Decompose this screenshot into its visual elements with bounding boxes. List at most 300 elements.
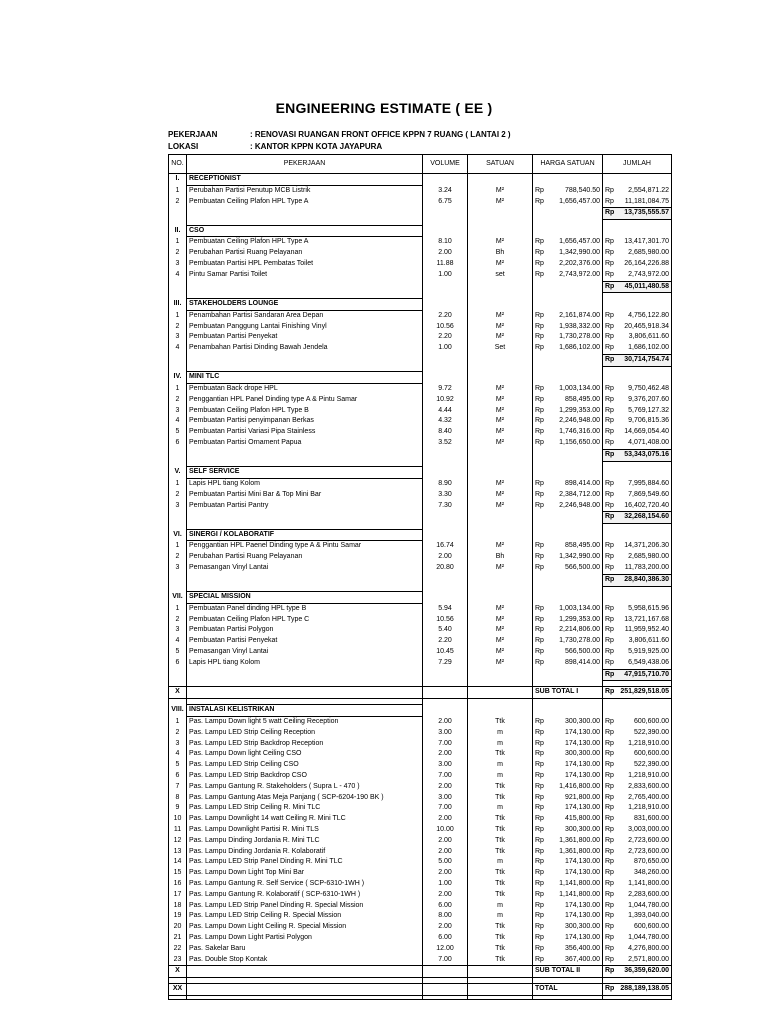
empty-cell — [468, 984, 533, 996]
amount: 1,218,910.00 — [628, 739, 669, 747]
row-volume: 6.75 — [423, 197, 468, 208]
table-row — [169, 749, 672, 760]
row-number: 20 — [169, 922, 187, 933]
amount: 36,359,620.00 — [624, 967, 669, 975]
table-row — [169, 603, 672, 614]
amount: 47,915,710.70 — [624, 670, 669, 678]
section-subtotal — [169, 512, 672, 524]
amount: 1,656,457.00 — [559, 238, 600, 246]
row-unit-price — [533, 836, 603, 847]
amount: 1,686,102.00 — [559, 344, 600, 352]
amount: 522,390.00 — [633, 761, 669, 769]
row-unit-price — [533, 728, 603, 739]
section-subtotal-value — [603, 281, 672, 293]
currency-symbol: Rp — [605, 836, 614, 844]
table-row — [169, 259, 672, 270]
amount: 5,958,615.96 — [628, 604, 669, 612]
row-unit: Ttk — [468, 793, 533, 804]
table-row — [169, 814, 672, 825]
currency-symbol: Rp — [605, 858, 614, 866]
table-row — [169, 944, 672, 955]
row-volume: 6.00 — [423, 901, 468, 912]
amount: 1,156,650.00 — [559, 439, 600, 447]
pekerjaan-value: : RENOVASI RUANGAN FRONT OFFICE KPPN 7 RUANG ( LANTAI 2 ) — [250, 130, 511, 139]
row-unit-price — [533, 563, 603, 574]
row-description: Pas. Lampu Down light Ceiling CSO — [187, 749, 423, 760]
row-description: Pas. Lampu LED Strip Backdrop CSO — [187, 771, 423, 782]
amount: 2,202,376.00 — [559, 260, 600, 268]
table-row — [169, 836, 672, 847]
row-description: Pembuatan Panel dinding HPL type B — [187, 603, 423, 614]
row-description: Pembuatan Partisi Ornament Papua — [187, 438, 423, 449]
row-number: 6 — [169, 438, 187, 449]
row-description: Perubahan Partisi Ruang Pelayanan — [187, 248, 423, 259]
empty-cell — [533, 512, 603, 524]
table-row — [169, 490, 672, 501]
amount: 300,300.00 — [564, 750, 600, 758]
empty-cell — [468, 705, 533, 717]
empty-cell — [187, 512, 423, 524]
amount: 4,071,408.00 — [628, 439, 669, 447]
row-unit-price — [533, 395, 603, 406]
amount: 174,130.00 — [564, 934, 600, 941]
row-description: Pas. Lampu Gantung R. Self Service ( SCP-6310-1WH ) — [187, 879, 423, 890]
row-description: Pas. Lampu LED Strip Panel Dinding R. Mini TLC — [187, 857, 423, 868]
empty-cell — [533, 298, 603, 310]
row-unit-price — [533, 658, 603, 669]
amount: 2,161,874.00 — [559, 311, 600, 319]
currency-symbol: Rp — [535, 944, 544, 952]
row-unit: m — [468, 739, 533, 750]
empty-cell — [423, 529, 468, 541]
currency-symbol: Rp — [605, 955, 614, 963]
section-header — [169, 372, 672, 384]
empty-cell — [187, 281, 423, 293]
row-unit: m — [468, 911, 533, 922]
empty-cell — [533, 449, 603, 461]
amount: 3,003,000.00 — [628, 826, 669, 834]
section-name: SPECIAL MISSION — [187, 592, 423, 604]
row-description: Pas. Lampu Down light 5 watt Ceiling Reception — [187, 717, 423, 728]
row-total — [603, 552, 672, 563]
currency-symbol: Rp — [605, 615, 614, 623]
row-total — [603, 739, 672, 750]
currency-symbol: Rp — [535, 626, 544, 634]
empty-cell — [603, 592, 672, 604]
section-number: V. — [169, 467, 187, 479]
row-total — [603, 814, 672, 825]
section-header — [169, 529, 672, 541]
total-marker: X — [169, 966, 187, 978]
empty-cell — [468, 208, 533, 220]
row-number: 1 — [169, 185, 187, 196]
currency-symbol: Rp — [605, 782, 614, 790]
empty-cell — [468, 298, 533, 310]
amount: 28,840,386.30 — [624, 575, 669, 583]
section-number: VII. — [169, 592, 187, 604]
amount: 11,959,952.40 — [624, 626, 669, 634]
row-unit-price — [533, 955, 603, 966]
currency-symbol: Rp — [605, 890, 614, 898]
header-pekerjaan: PEKERJAAN — [187, 155, 423, 174]
row-number: 4 — [169, 416, 187, 427]
currency-symbol: Rp — [605, 944, 614, 952]
row-unit: M² — [468, 416, 533, 427]
empty-cell — [423, 687, 468, 699]
empty-cell — [468, 529, 533, 541]
currency-symbol: Rp — [535, 479, 544, 487]
row-description: Pemasangan Vinyl Lantai — [187, 647, 423, 658]
currency-symbol: Rp — [605, 923, 614, 931]
currency-symbol: Rp — [605, 934, 614, 941]
empty-cell — [423, 298, 468, 310]
empty-cell — [169, 449, 187, 461]
currency-symbol: Rp — [535, 782, 544, 790]
section-header — [169, 298, 672, 310]
section-subtotal-value — [603, 354, 672, 366]
row-unit: M² — [468, 322, 533, 333]
row-unit: M² — [468, 237, 533, 248]
row-volume: 10.00 — [423, 825, 468, 836]
row-number: 2 — [169, 197, 187, 208]
currency-symbol: Rp — [535, 955, 544, 963]
row-total — [603, 332, 672, 343]
empty-cell — [423, 669, 468, 681]
row-description: Penggantian HPL Panel Dinding type A & Pintu Samar — [187, 395, 423, 406]
row-unit: M² — [468, 625, 533, 636]
row-description: Pas. Lampu Downlight 14 watt Ceiling R. Mini TLC — [187, 814, 423, 825]
amount: 174,130.00 — [564, 728, 600, 736]
table-row — [169, 197, 672, 208]
row-unit: m — [468, 760, 533, 771]
row-volume: 7.00 — [423, 739, 468, 750]
row-volume: 5.00 — [423, 857, 468, 868]
row-total — [603, 901, 672, 912]
currency-symbol: Rp — [535, 804, 544, 812]
amount: 898,414.00 — [564, 479, 600, 487]
row-unit-price — [533, 259, 603, 270]
row-total — [603, 322, 672, 333]
table-row — [169, 270, 672, 281]
row-unit-price — [533, 636, 603, 647]
amount: 1,044,780.00 — [628, 901, 669, 909]
table-row — [169, 922, 672, 933]
amount: 6,549,438.06 — [628, 658, 669, 666]
row-unit-price — [533, 438, 603, 449]
row-description: Pembuatan Ceiling Plafon HPL Type C — [187, 615, 423, 626]
amount: 1,361,800.00 — [559, 836, 600, 844]
amount: 2,743,972.00 — [628, 270, 669, 278]
currency-symbol: Rp — [605, 333, 614, 341]
section-subtotal — [169, 281, 672, 293]
row-number: 4 — [169, 636, 187, 647]
row-unit: Ttk — [468, 944, 533, 955]
currency-symbol: Rp — [535, 761, 544, 769]
row-unit: M² — [468, 259, 533, 270]
row-volume: 16.74 — [423, 541, 468, 552]
section-subtotal — [169, 574, 672, 586]
section-number: III. — [169, 298, 187, 310]
row-volume: 3.24 — [423, 185, 468, 196]
table-row — [169, 793, 672, 804]
row-volume: 8.10 — [423, 237, 468, 248]
row-description: Pintu Samar Partisi Toilet — [187, 270, 423, 281]
row-volume: 2.00 — [423, 717, 468, 728]
table-row — [169, 728, 672, 739]
table-row — [169, 717, 672, 728]
currency-symbol: Rp — [605, 197, 614, 205]
currency-symbol: Rp — [535, 197, 544, 205]
row-total — [603, 625, 672, 636]
row-total — [603, 603, 672, 614]
empty-cell — [423, 574, 468, 586]
row-unit: M² — [468, 384, 533, 395]
currency-symbol: Rp — [535, 395, 544, 403]
row-number: 3 — [169, 625, 187, 636]
table-row — [169, 322, 672, 333]
table-row — [169, 416, 672, 427]
currency-symbol: Rp — [605, 815, 614, 823]
row-unit: M² — [468, 427, 533, 438]
currency-symbol: Rp — [535, 333, 544, 341]
total-marker: XX — [169, 984, 187, 996]
row-volume: 2.00 — [423, 552, 468, 563]
amount: 1,686,102.00 — [628, 344, 669, 352]
row-unit-price — [533, 901, 603, 912]
row-unit: Ttk — [468, 890, 533, 901]
row-unit: M² — [468, 438, 533, 449]
empty-cell — [533, 669, 603, 681]
currency-symbol: Rp — [605, 804, 614, 812]
row-unit-price — [533, 310, 603, 321]
amount: 2,833,600.00 — [628, 782, 669, 790]
row-volume: 3.30 — [423, 490, 468, 501]
table-row — [169, 857, 672, 868]
row-description: Pas. Lampu LED Strip Ceiling Reception — [187, 728, 423, 739]
row-unit: Ttk — [468, 814, 533, 825]
currency-symbol: Rp — [605, 450, 615, 458]
empty-cell — [423, 354, 468, 366]
row-unit-price — [533, 814, 603, 825]
row-volume: 3.00 — [423, 760, 468, 771]
row-unit: m — [468, 901, 533, 912]
empty-cell — [533, 995, 603, 999]
currency-symbol: Rp — [605, 260, 614, 268]
row-unit-price — [533, 922, 603, 933]
row-total — [603, 395, 672, 406]
amount: 9,376,207.60 — [628, 395, 669, 403]
currency-symbol: Rp — [605, 772, 614, 780]
row-unit-price — [533, 501, 603, 512]
row-description: Pemasangan Vinyl Lantai — [187, 563, 423, 574]
empty-cell — [169, 512, 187, 524]
section-number: VI. — [169, 529, 187, 541]
amount: 356,400.00 — [564, 944, 600, 952]
row-unit: M² — [468, 541, 533, 552]
currency-symbol: Rp — [605, 670, 615, 678]
table-row — [169, 438, 672, 449]
row-unit: Set — [468, 343, 533, 354]
amount: 1,218,910.00 — [628, 804, 669, 812]
section-header — [169, 705, 672, 717]
row-unit-price — [533, 803, 603, 814]
row-description: Pas. Lampu LED Strip Ceiling R. Mini TLC — [187, 803, 423, 814]
amount: 174,130.00 — [564, 772, 600, 780]
table-row — [169, 771, 672, 782]
table-row — [169, 541, 672, 552]
empty-cell — [423, 984, 468, 996]
empty-cell — [187, 966, 423, 978]
row-number: 1 — [169, 478, 187, 489]
empty-cell — [423, 512, 468, 524]
row-total — [603, 868, 672, 879]
amount: 2,283,600.00 — [628, 890, 669, 898]
empty-cell — [169, 995, 187, 999]
row-number: 12 — [169, 836, 187, 847]
row-unit: m — [468, 857, 533, 868]
empty-cell — [423, 592, 468, 604]
amount: 1,656,457.00 — [559, 197, 600, 205]
row-unit: M² — [468, 185, 533, 196]
currency-symbol: Rp — [605, 985, 615, 993]
row-description: Penambahan Partisi Sandaran Area Depan — [187, 310, 423, 321]
row-total — [603, 749, 672, 760]
document-title: ENGINEERING ESTIMATE ( EE ) — [275, 100, 493, 116]
currency-symbol: Rp — [605, 728, 614, 736]
section-header — [169, 592, 672, 604]
row-unit-price — [533, 541, 603, 552]
amount: 11,181,084.75 — [624, 197, 669, 205]
empty-cell — [187, 449, 423, 461]
row-description: Pas. Lampu LED Strip Backdrop Reception — [187, 739, 423, 750]
empty-cell — [423, 372, 468, 384]
empty-cell — [423, 225, 468, 237]
empty-cell — [423, 995, 468, 999]
empty-cell — [187, 687, 423, 699]
currency-symbol: Rp — [535, 912, 544, 920]
row-number: 1 — [169, 237, 187, 248]
row-unit-price — [533, 911, 603, 922]
row-volume: 3.00 — [423, 728, 468, 739]
table-header — [169, 155, 672, 174]
row-number: 3 — [169, 563, 187, 574]
row-description: Pembuatan Partisi Mini Bar & Top Mini Bar — [187, 490, 423, 501]
amount: 251,829,518.05 — [620, 688, 669, 696]
amount: 1,003,134.00 — [559, 384, 600, 392]
currency-symbol: Rp — [605, 637, 614, 645]
section-subtotal-value — [603, 449, 672, 461]
row-total — [603, 259, 672, 270]
table-row — [169, 933, 672, 944]
row-unit-price — [533, 615, 603, 626]
row-number: 3 — [169, 501, 187, 512]
row-total — [603, 636, 672, 647]
amount: 566,500.00 — [564, 648, 600, 656]
row-number: 3 — [169, 739, 187, 750]
empty-cell — [533, 467, 603, 479]
section-subtotal — [169, 669, 672, 681]
amount: 174,130.00 — [564, 739, 600, 747]
currency-symbol: Rp — [535, 772, 544, 780]
amount: 13,721,167.68 — [624, 615, 669, 623]
row-unit-price — [533, 427, 603, 438]
section-subtotal-value — [603, 512, 672, 524]
row-number: 1 — [169, 541, 187, 552]
row-unit-price — [533, 552, 603, 563]
currency-symbol: Rp — [605, 417, 614, 425]
row-number: 4 — [169, 270, 187, 281]
empty-cell — [533, 174, 603, 186]
empty-cell — [468, 467, 533, 479]
row-unit-price — [533, 739, 603, 750]
amount: 1,361,800.00 — [559, 847, 600, 855]
row-number: 5 — [169, 427, 187, 438]
row-unit-price — [533, 857, 603, 868]
table-row — [169, 185, 672, 196]
row-number: 19 — [169, 911, 187, 922]
empty-cell — [533, 208, 603, 220]
currency-symbol: Rp — [535, 186, 544, 194]
empty-cell — [169, 669, 187, 681]
table-row — [169, 636, 672, 647]
amount: 2,214,806.00 — [559, 626, 600, 634]
row-number: 17 — [169, 890, 187, 901]
row-description: Penggantian HPL Paenel Dinding type A & Pintu Samar — [187, 541, 423, 552]
table-row — [169, 237, 672, 248]
currency-symbol: Rp — [605, 406, 614, 414]
currency-symbol: Rp — [605, 750, 614, 758]
currency-symbol: Rp — [535, 847, 544, 855]
currency-symbol: Rp — [535, 637, 544, 645]
empty-cell — [533, 354, 603, 366]
row-unit: M² — [468, 406, 533, 417]
row-unit-price — [533, 879, 603, 890]
row-number: 1 — [169, 717, 187, 728]
row-total — [603, 185, 672, 196]
row-number: 1 — [169, 603, 187, 614]
row-unit-price — [533, 490, 603, 501]
row-number: 2 — [169, 322, 187, 333]
row-total — [603, 836, 672, 847]
amount: 1,141,800.00 — [628, 880, 669, 888]
row-unit: M² — [468, 332, 533, 343]
subtotal-1-row — [169, 687, 672, 699]
row-number: 6 — [169, 658, 187, 669]
currency-symbol: Rp — [535, 659, 544, 667]
currency-symbol: Rp — [605, 739, 614, 747]
row-volume: 2.20 — [423, 636, 468, 647]
row-total — [603, 782, 672, 793]
row-unit-price — [533, 771, 603, 782]
grand-total-row — [169, 984, 672, 996]
section-header — [169, 174, 672, 186]
amount: 3,806,611.60 — [628, 333, 669, 341]
currency-symbol: Rp — [605, 395, 614, 403]
pekerjaan-label: PEKERJAAN — [168, 130, 218, 139]
currency-symbol: Rp — [535, 615, 544, 623]
amount: 2,743,972.00 — [559, 271, 600, 279]
row-description: Pas. Lampu Gantung R. Stakeholders ( Supra L - 470 ) — [187, 782, 423, 793]
table-row — [169, 384, 672, 395]
amount: 858,495.00 — [564, 395, 600, 403]
row-description: Pembuatan Partisi Polygon — [187, 625, 423, 636]
currency-symbol: Rp — [535, 869, 544, 877]
row-volume: 4.32 — [423, 416, 468, 427]
row-unit-price — [533, 248, 603, 259]
row-description: Pas. Lampu LED Strip Panel Dinding R. Special Mission — [187, 901, 423, 912]
currency-symbol: Rp — [605, 604, 614, 612]
empty-cell — [468, 225, 533, 237]
